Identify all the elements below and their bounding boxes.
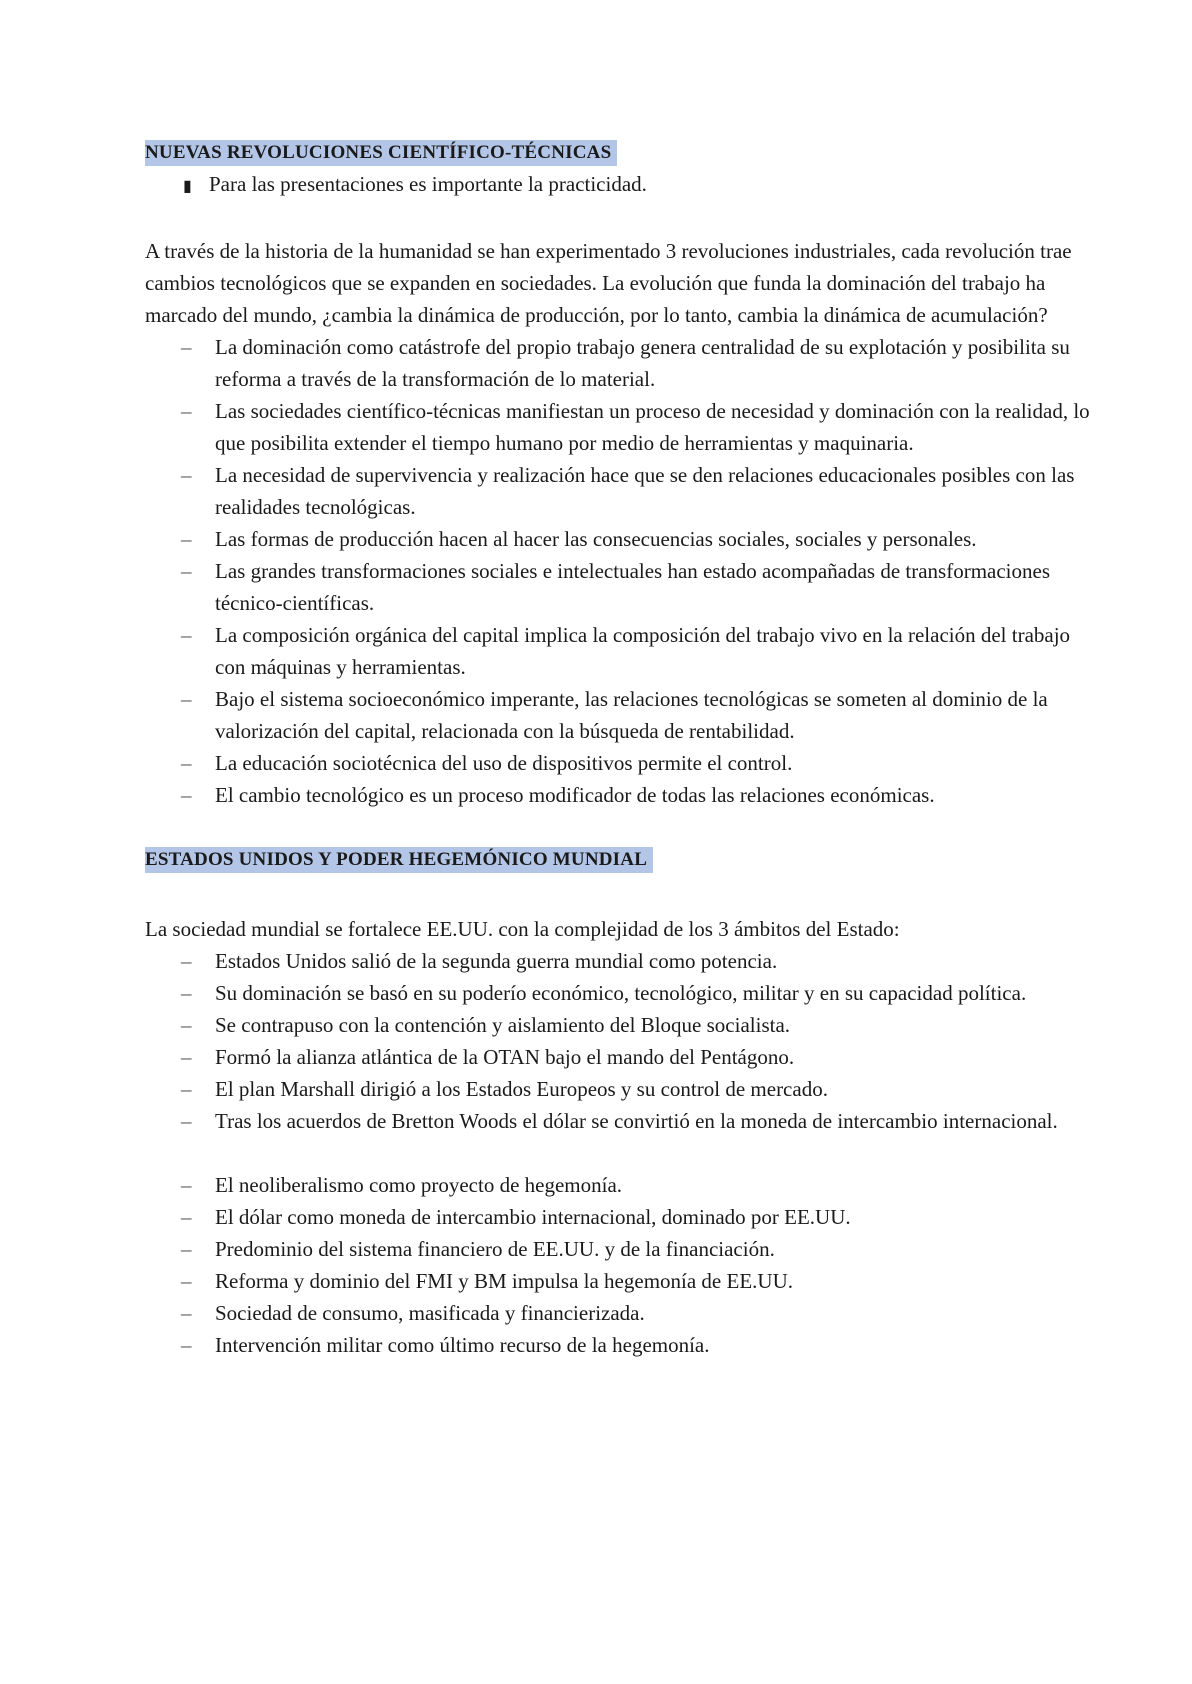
list-item: – Predominio del sistema financiero de EE.UU. y de la financiación. [145,1233,1092,1265]
list-item: – Bajo el sistema socioeconómico imperante, las relaciones tecnológicas se someten al dominio de la valorización del capital, relacionada con la búsqueda de rentabilidad. [145,683,1092,747]
list-item: – Intervención militar como último recurso de la hegemonía. [145,1329,1092,1361]
list-item: – La dominación como catástrofe del propio trabajo genera centralidad de su explotación y posibilita su reforma a través de la transformación de lo material. [145,331,1092,395]
list-item: – El dólar como moneda de intercambio internacional, dominado por EE.UU. [145,1201,1092,1233]
section-heading-2: ESTADOS UNIDOS Y PODER HEGEMÓNICO MUNDIAL [145,847,653,873]
list-item: – La educación sociotécnica del uso de dispositivos permite el control. [145,747,1092,779]
dash-icon: – [181,981,192,1005]
dash-icon: – [181,1269,192,1293]
list-item: – Reforma y dominio del FMI y BM impulsa la hegemonía de EE.UU. [145,1265,1092,1297]
dash-icon: – [181,559,192,583]
list-item: – Su dominación se basó en su poderío económico, tecnológico, militar y en su capacidad política. [145,977,1092,1009]
list-item: – El neoliberalismo como proyecto de hegemonía. [145,1169,1092,1201]
section-heading-1: NUEVAS REVOLUCIONES CIENTÍFICO-TÉCNICAS [145,140,617,166]
section2-list [145,945,1092,1137]
dash-icon: – [181,1205,192,1229]
dash-icon: – [181,751,192,775]
list-item: – Se contrapuso con la contención y aislamiento del Bloque socialista. [145,1009,1092,1041]
list-item: – Estados Unidos salió de la segunda guerra mundial como potencia. [145,945,1092,977]
dash-icon: – [181,1045,192,1069]
dash-icon: – [181,527,192,551]
list-item: – Las grandes transformaciones sociales e intelectuales han estado acompañadas de transformaciones técnico-científicas. [145,555,1092,619]
dash-icon: – [181,1077,192,1101]
list-item: – Tras los acuerdos de Bretton Woods el dólar se convirtió en la moneda de intercambio internacional. [145,1105,1092,1137]
dash-icon: – [181,949,192,973]
dash-icon: – [181,1333,192,1357]
list-item: – La composición orgánica del capital implica la composición del trabajo vivo en la relación del trabajo con máquinas y herramientas. [145,619,1092,683]
bullet-text: Para las presentaciones es importante la practicidad. [209,172,647,196]
dash-icon: – [181,687,192,711]
section1-intro-paragraph: A través de la historia de la humanidad se han experimentado 3 revoluciones industriales, cada revolución trae cambios tecnológicos que se expanden en sociedades. La evolución que funda la dominación del trabajo ha marcado del mundo, ¿cambia la dinámica de producción, por lo tanto, cambia la dinámica de acumulación? [145,239,1072,327]
dash-icon: – [181,1013,192,1037]
section1-list [145,331,1092,811]
list-item: – Las formas de producción hacen al hacer las consecuencias sociales, sociales y personales. [145,523,1092,555]
list-item: – Las sociedades científico-técnicas manifiestan un proceso de necesidad y dominación con la realidad, lo que posibilita extender el tiempo humano por medio de herramientas y maquinaria. [145,395,1092,459]
list-item: – La necesidad de supervivencia y realización hace que se den relaciones educacionales posibles con las realidades tecnológicas. [145,459,1092,523]
dash-icon: – [181,1109,192,1133]
section2-list-2 [145,1169,1092,1361]
dash-icon: – [181,1237,192,1261]
list-item: – Formó la alianza atlántica de la OTAN bajo el mando del Pentágono. [145,1041,1092,1073]
list-item: – El cambio tecnológico es un proceso modificador de todas las relaciones económicas. [145,779,1092,811]
dash-icon: – [181,335,192,359]
section2-intro-paragraph: La sociedad mundial se fortalece EE.UU. con la complejidad de los 3 ámbitos del Estado: [145,917,900,941]
dash-icon: – [181,623,192,647]
bullet-item [183,168,1092,203]
dash-icon: – [181,783,192,807]
dash-icon: – [181,399,192,423]
list-item: – El plan Marshall dirigió a los Estados Europeos y su control de mercado. [145,1073,1092,1105]
list-item: – Sociedad de consumo, masificada y financierizada. [145,1297,1092,1329]
dash-icon: – [181,463,192,487]
dash-icon: – [181,1173,192,1197]
dash-icon: – [181,1301,192,1325]
bullet-icon: ▮ [183,178,192,195]
